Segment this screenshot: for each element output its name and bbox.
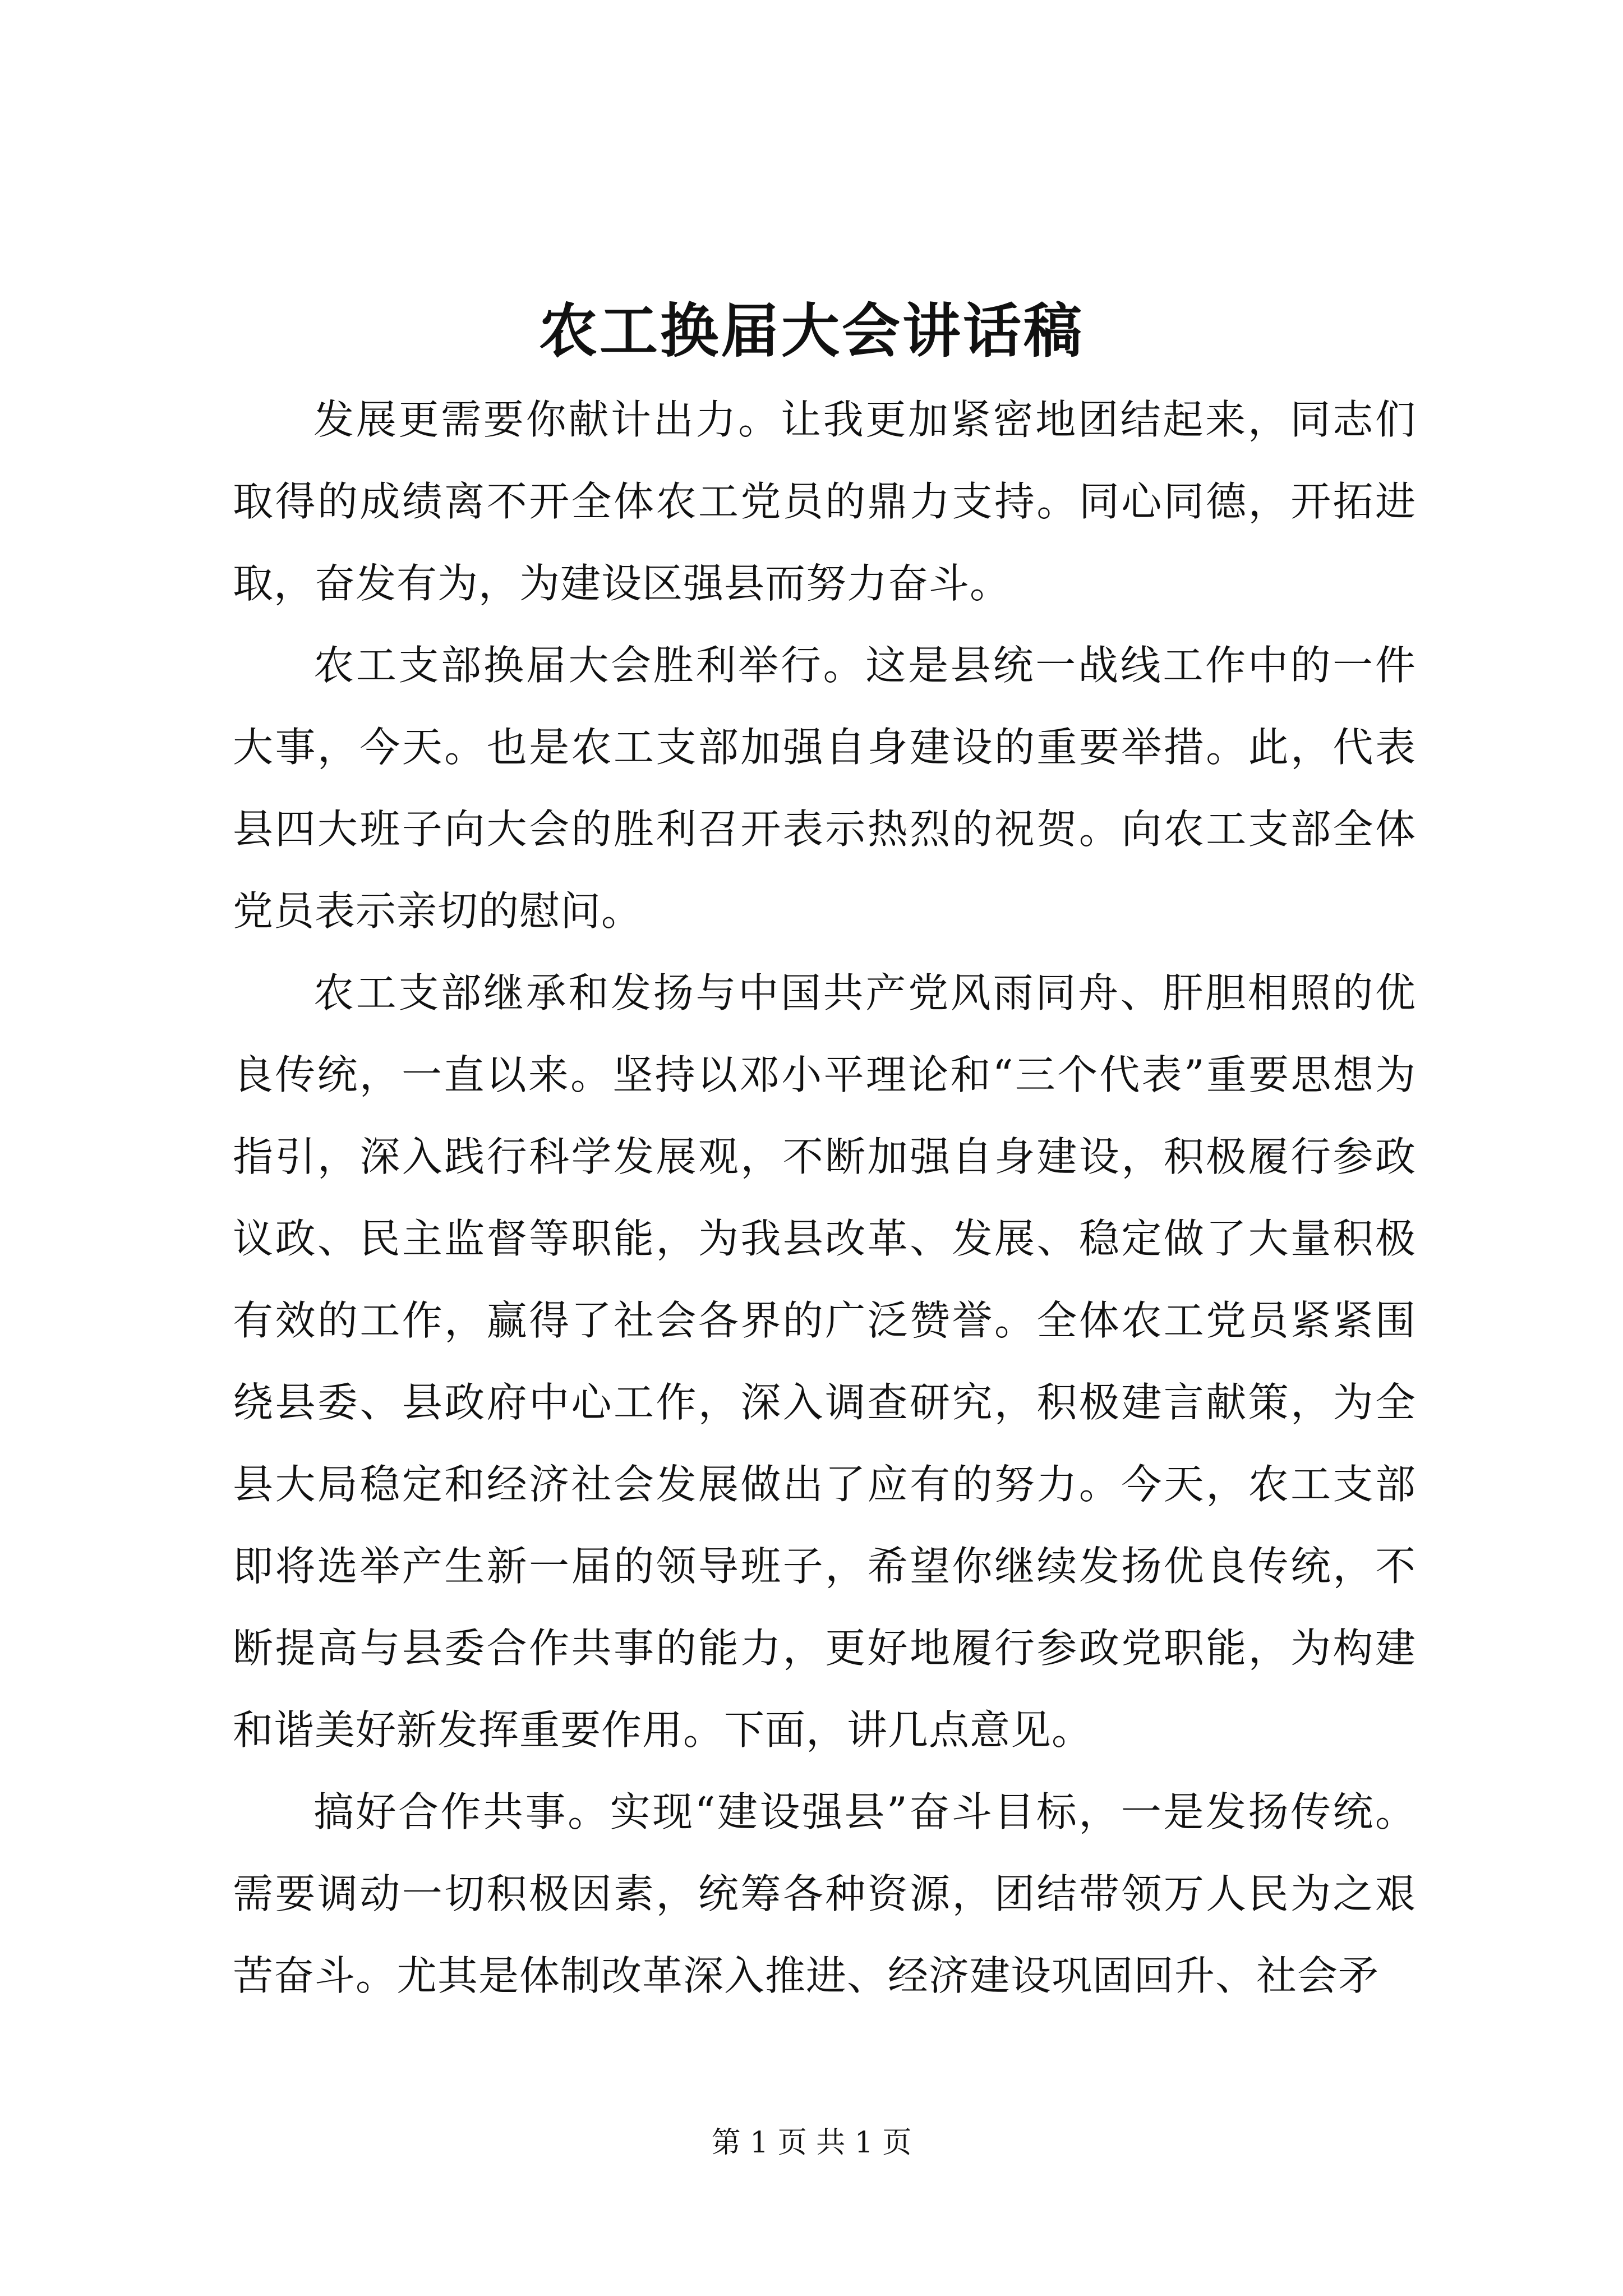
document-title: 农工换届大会讲话稿 <box>538 296 1084 365</box>
document-body <box>233 379 1416 2017</box>
paragraph-3: 农工支部继承和发扬与中国共产党风雨同舟、肝胆相照的优良传统，一直以来。坚持以邓小平理论和“三个代表”重要思想为指引，深入践行科学发展观，不断加强自身建设，积极履行参政议政、民主监督等职能，为我县改革、发展、稳定做了大量积极有效的工作，赢得了社会各界的广泛赞誉。全体农工党员紧紧围绕县委、县政府中心工作，深入调查研究，积极建言献策，为全县大局稳定和经济社会发展做出了应有的努力。今天，农工支部即将选举产生新一届的领导班子，希望你继续发扬优良传统，不断提高与县委合作共事的能力，更好地履行参政党职能，为构建和谐美好新发挥重要作用。下面，讲几点意见。 <box>233 969 1416 1754</box>
paragraph-2: 农工支部换届大会胜利举行。这是县统一战线工作中的一件大事，今天。也是农工支部加强自身建设的重要举措。此，代表县四大班子向大会的胜利召开表示热烈的祝贺。向农工支部全体党员表示亲切的慰问。 <box>233 642 1416 935</box>
page-footer: 第 1 页 共 1 页 <box>711 2126 912 2160</box>
paragraph-4: 搞好合作共事。实现“建设强县”奋斗目标，一是发扬传统。需要调动一切积极因素，统筹各种资源，团结带领万人民为之艰苦奋斗。尤其是体制改革深入推进、经济建设巩固回升、社会矛 <box>233 1788 1416 1999</box>
paragraph-1: 发展更需要你献计出力。让我更加紧密地团结起来，同志们取得的成绩离不开全体农工党员的鼎力支持。同心同德，开拓进取，奋发有为，为建设区强县而努力奋斗。 <box>233 396 1416 607</box>
